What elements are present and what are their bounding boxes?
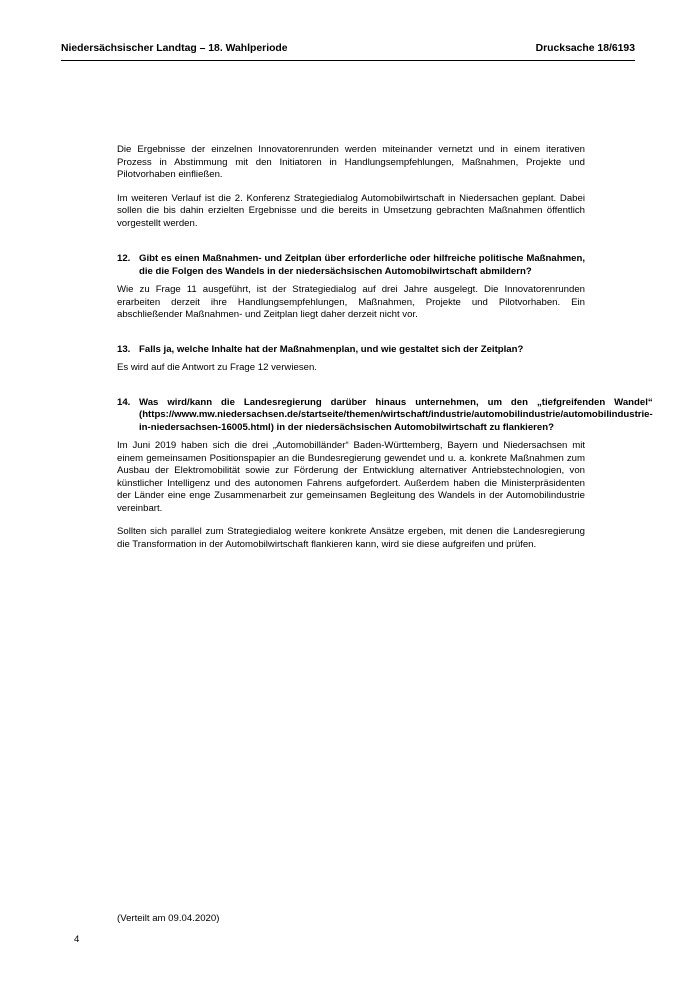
question-number: 13. xyxy=(117,343,131,355)
answer-14-part-2: Sollten sich parallel zum Strategiedialog weitere konkrete Ansätze ergeben, mit denen die Landesregierung die Transformation in der Automobilwirtschaft flankieren kann, wird sie diese aufgreifen und prüfen. xyxy=(117,526,585,550)
answer-12: Wie zu Frage 11 ausgeführt, ist der Strategiedialog auf drei Jahre ausgelegt. Die Innovatorenrunden erarbeiten derzeit ihre Handlungsempfehlungen, Maßnahmen, Projekte und Pilotvorhaben. Ein abschließender Maßnahmen- und Zeitplan liegt daher derzeit nicht vor. xyxy=(117,284,585,320)
parliament-title: Niedersächsischer Landtag – 18. Wahlperiode xyxy=(61,43,288,54)
answer-14-part-1: Im Juni 2019 haben sich die drei „Automobilländer“ Baden-Württemberg, Bayern und Niedersachsen mit einem gemeinsamen Positionspapier an die Bundesregierung gewendet und u. a. konkrete Maßnahmen zum Ausbau der Elektromobilität sowie zur Förderung der Entwicklung alternativer Antriebstechnologien, von künstlicher Intelligenz und des autonomen Fahrens aufgefordert. Außerdem haben die Ministerpräsidenten der Länder eine enge Zusammenarbeit zur gemeinsamen Begleitung des Wandels in der Automobilindustrie vereinbart. xyxy=(117,440,585,514)
question-14 xyxy=(117,396,653,435)
question-text: Gibt es einen Maßnahmen- und Zeitplan über erforderliche oder hilfreiche politische Maßnahmen, die die Folgen des Wandels in der niedersächsischen Automobilwirtschaft abmildern? xyxy=(139,253,585,277)
answer-13: Es wird auf die Antwort zu Frage 12 verwiesen. xyxy=(117,362,317,373)
paragraph-conference: Im weiteren Verlauf ist die 2. Konferenz Strategiedialog Automobilwirtschaft in Niedersachen geplant. Dabei sollen die bis dahin erzielten Ergebnisse und die bereits in Umsetzung gebrachten Maßnahmen öffentlich vorgestellt werden. xyxy=(117,192,585,229)
page-number: 4 xyxy=(74,934,80,945)
distribution-date: (Verteilt am 09.04.2020) xyxy=(117,913,220,924)
question-text: Was wird/kann die Landesregierung darüber hinaus unternehmen, um den „tiefgreifenden Wandel“ (https://www.mw.niedersachsen.de/startseite/themen/wirtschaft/industrie/automobilindustrie/automobilindustrie-in-niedersachsen-16005.html) in der niedersächsischen Automobilwirtschaft zu flankieren? xyxy=(139,396,653,433)
document-body xyxy=(117,144,653,562)
question-13 xyxy=(117,344,585,357)
question-12 xyxy=(117,253,585,278)
question-text: Falls ja, welche Inhalte hat der Maßnahmenplan, und wie gestaltet sich der Zeitplan? xyxy=(139,343,524,355)
page-header xyxy=(61,40,635,61)
question-number: 12. xyxy=(117,253,131,264)
question-number: 14. xyxy=(117,396,131,408)
paragraph-results: Die Ergebnisse der einzelnen Innovatorenrunden werden miteinander vernetzt und in einem iterativen Prozess in Abstimmung mit den Initiatoren in Handlungsempfehlungen, Maßnahmen, Projekte und Pilotvorhaben einfließen. xyxy=(117,144,585,180)
document-number: Drucksache 18/6193 xyxy=(535,43,635,54)
